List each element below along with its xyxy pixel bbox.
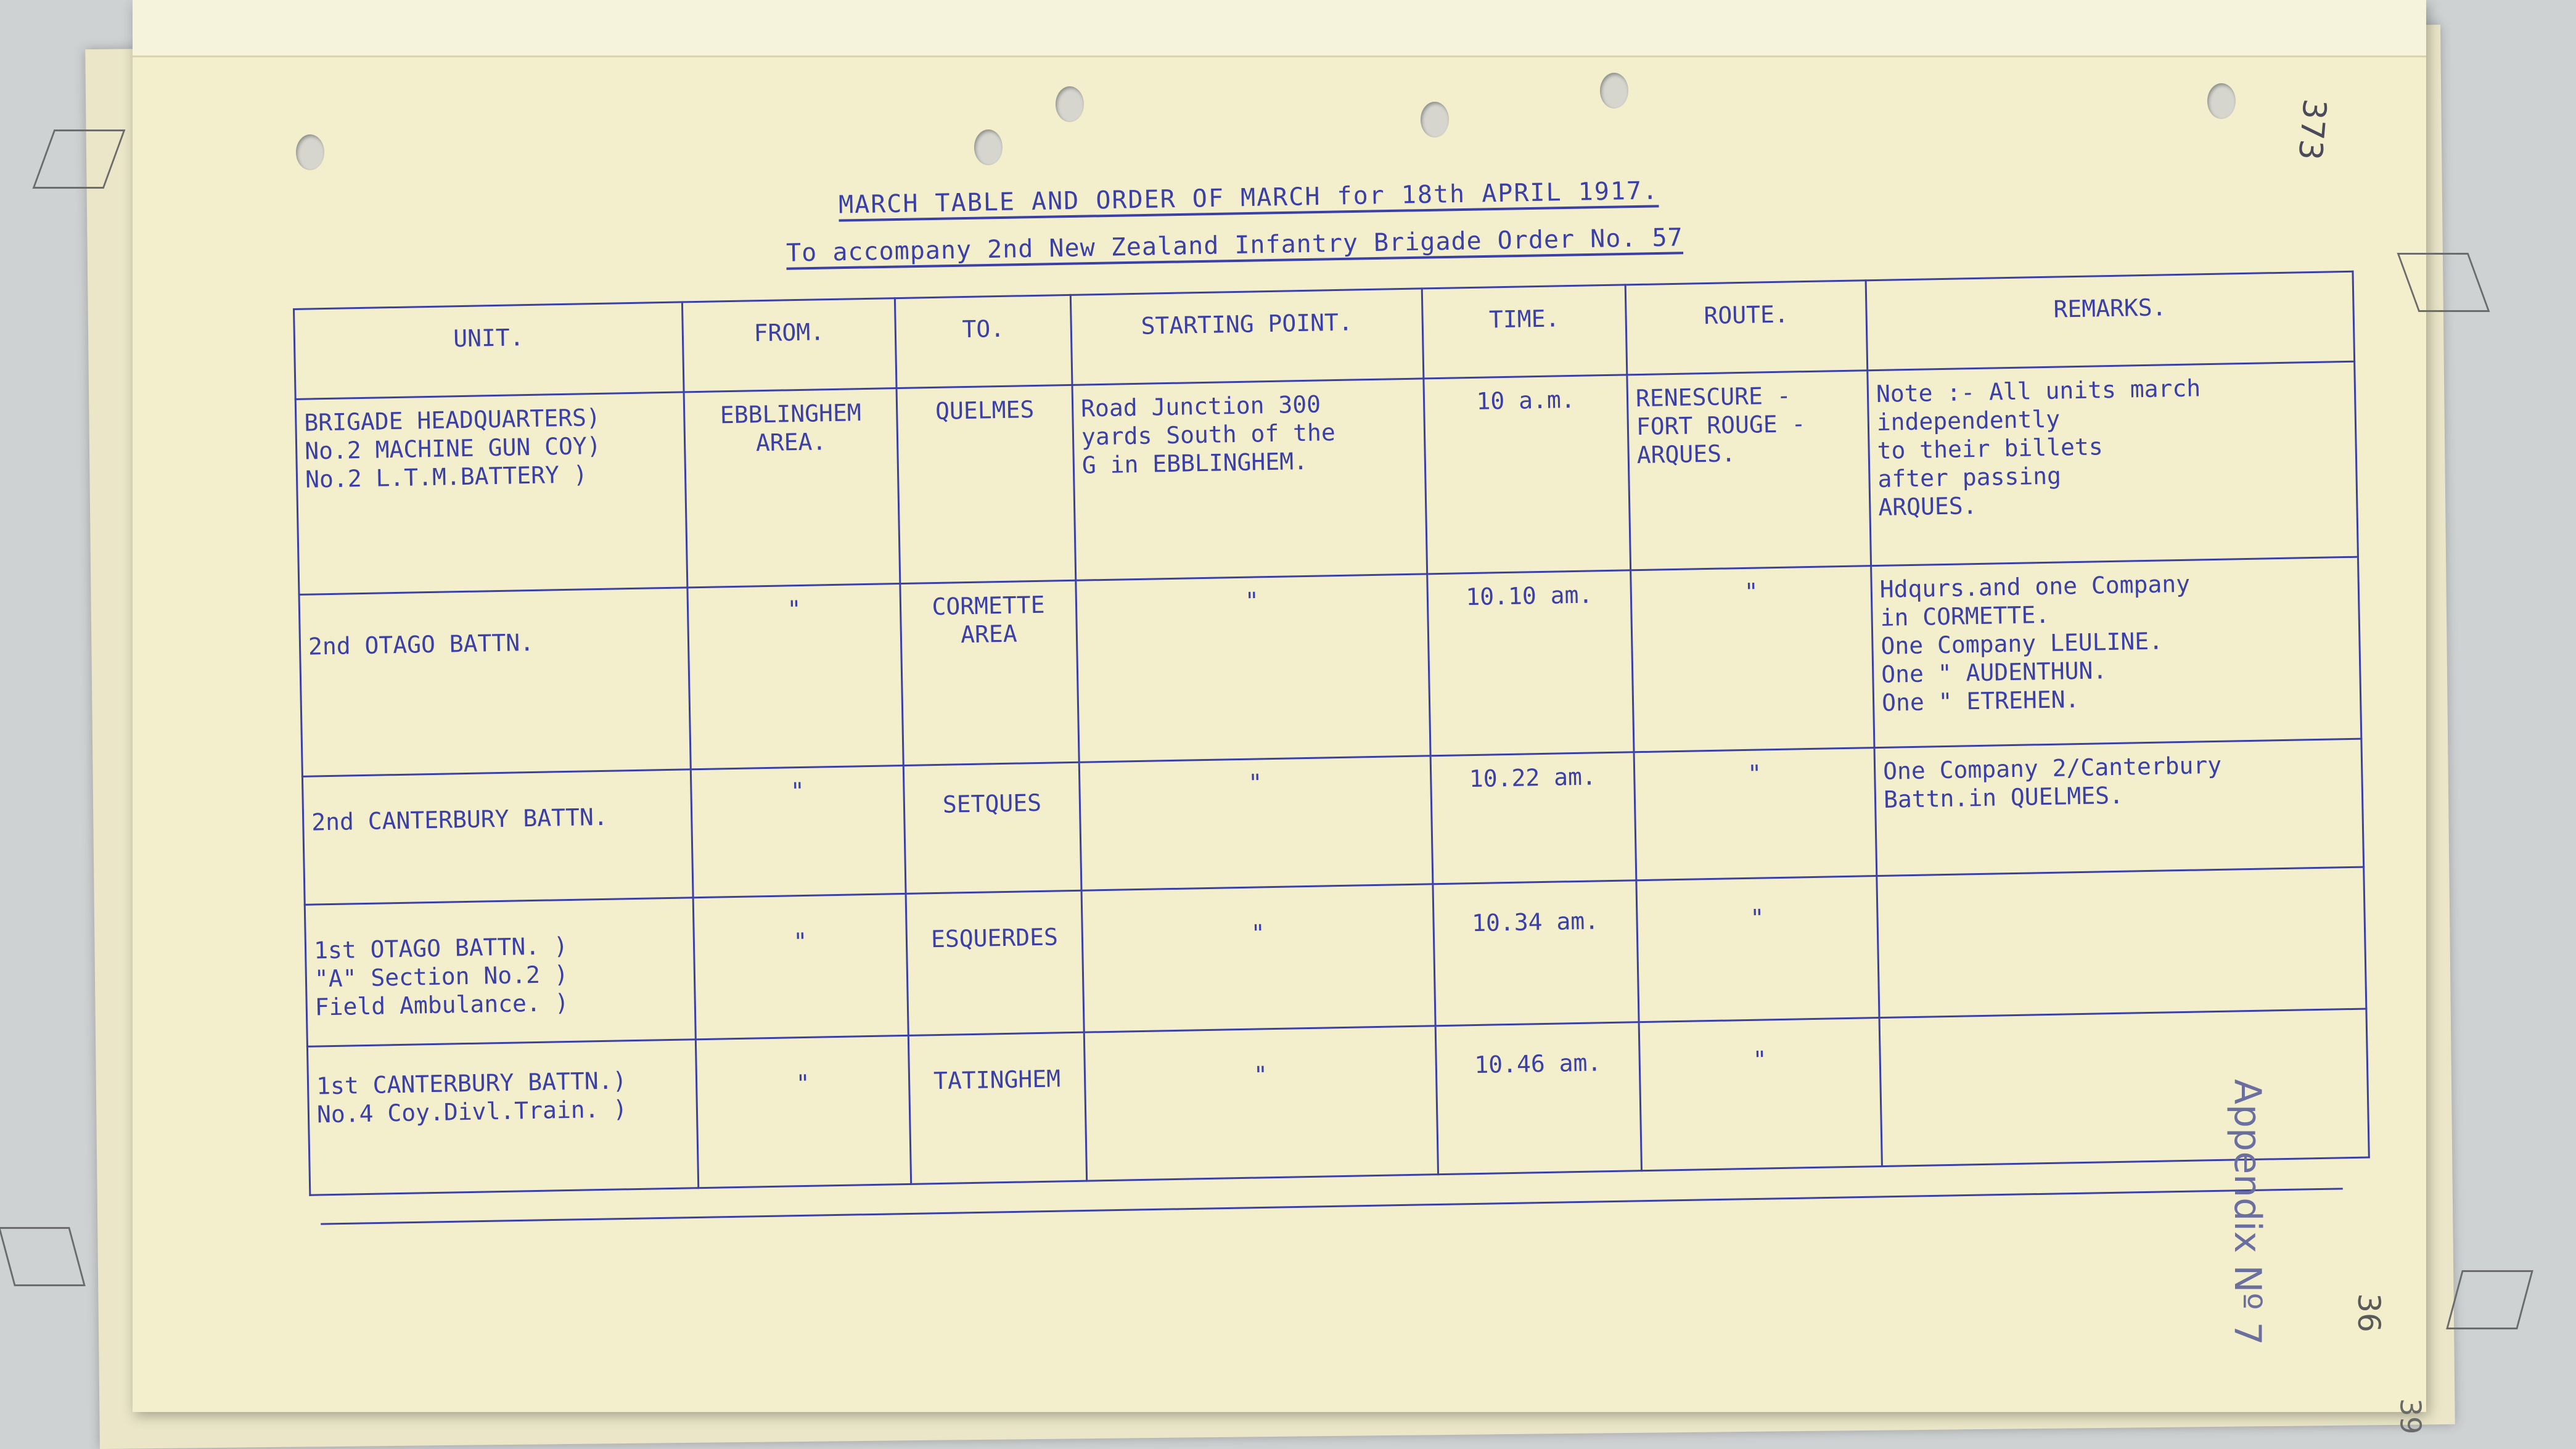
- cell-starting-point: ": [1081, 884, 1435, 1032]
- cell-unit: 1st OTAGO BATTN. ) "A" Section No.2 ) Field Ambulance. ): [305, 898, 695, 1046]
- cell-to: ESQUERDES: [906, 891, 1084, 1036]
- cell-time: 10.22 am.: [1430, 752, 1636, 884]
- header-remarks: REMARKS.: [1866, 271, 2355, 370]
- cell-from: ": [687, 583, 903, 770]
- punch-hole: [1421, 102, 1449, 138]
- header-route: ROUTE.: [1625, 281, 1868, 375]
- pencil-tag-mark: [0, 1227, 86, 1286]
- cell-unit: 2nd CANTERBURY BATTN.: [302, 770, 693, 905]
- cell-remarks: Hdqurs.and one Company in CORMETTE. One Company LEULINE. One " AUDENTHUN. One " ETREHEN.: [1871, 557, 2361, 748]
- punch-hole: [296, 134, 324, 170]
- sheet-top-strip: [133, 0, 2426, 57]
- page-number: 36: [2350, 1293, 2387, 1332]
- header-from: FROM.: [682, 298, 896, 392]
- cell-from: ": [693, 894, 908, 1040]
- cell-from: EBBLINGHEM AREA.: [684, 388, 900, 588]
- table-row: [299, 557, 2361, 777]
- punch-hole: [1600, 73, 1628, 109]
- cell-unit: 1st CANTERBURY BATTN.) No.4 Coy.Divl.Train. ): [307, 1040, 698, 1195]
- punch-hole: [974, 129, 1003, 165]
- cell-remarks: [1877, 867, 2366, 1017]
- march-table: [293, 271, 2370, 1196]
- cell-starting-point: ": [1084, 1026, 1438, 1181]
- cell-starting-point: ": [1076, 574, 1430, 763]
- cell-from: ": [695, 1036, 911, 1188]
- march-table-container: [293, 271, 2368, 1196]
- document-title: MARCH TABLE AND ORDER OF MARCH for 18th APRIL 1917.: [838, 176, 1659, 220]
- header-time: TIME.: [1422, 285, 1627, 379]
- header-unit: UNIT.: [294, 302, 684, 399]
- cell-route: ": [1631, 566, 1874, 753]
- cell-time: 10.46 am.: [1435, 1022, 1641, 1175]
- folio-number: 373: [2291, 97, 2333, 162]
- cell-to: CORMETTE AREA: [900, 580, 1079, 766]
- cell-starting-point: ": [1079, 756, 1433, 890]
- cell-remarks: Note :- All units march independently to their billets after passing ARQUES.: [1868, 361, 2358, 566]
- table-row: [295, 361, 2358, 595]
- cell-from: ": [691, 766, 906, 898]
- cell-to: SETQUES: [903, 763, 1081, 894]
- cell-unit: BRIGADE HEADQUARTERS) No.2 MACHINE GUN COY) No.2 L.T.M.BATTERY ): [295, 392, 687, 594]
- punch-hole: [2207, 83, 2236, 119]
- cell-unit: 2nd OTAGO BATTN.: [299, 588, 691, 777]
- cell-remarks: One Company 2/Canterbury Battn.in QUELMES.: [1874, 739, 2364, 876]
- cell-time: 10.34 am.: [1433, 880, 1639, 1026]
- cell-to: QUELMES: [896, 385, 1076, 584]
- cell-route: ": [1636, 876, 1879, 1022]
- cell-route: RENESCURE - FORT ROUGE - ARQUES.: [1627, 370, 1871, 570]
- underlying-page-number: 39: [2393, 1398, 2427, 1435]
- cell-remarks: [1879, 1009, 2369, 1166]
- cell-route: ": [1639, 1018, 1882, 1171]
- punch-hole: [1056, 86, 1084, 122]
- document-subtitle: To accompany 2nd New Zealand Infantry Brigade Order No. 57: [786, 223, 1684, 268]
- appendix-stamp: Appendix Nº 7: [2226, 1079, 2269, 1345]
- header-starting-point: STARTING POINT.: [1070, 289, 1424, 385]
- cell-time: 10.10 am.: [1427, 570, 1634, 756]
- cell-starting-point: Road Junction 300 yards South of the G in EBBLINGHEM.: [1072, 378, 1427, 580]
- cell-time: 10 a.m.: [1424, 374, 1631, 573]
- cell-route: ": [1634, 748, 1877, 880]
- cell-to: TATINGHEM: [908, 1032, 1086, 1184]
- header-to: TO.: [895, 295, 1072, 388]
- pencil-tag-mark: [2446, 1270, 2533, 1329]
